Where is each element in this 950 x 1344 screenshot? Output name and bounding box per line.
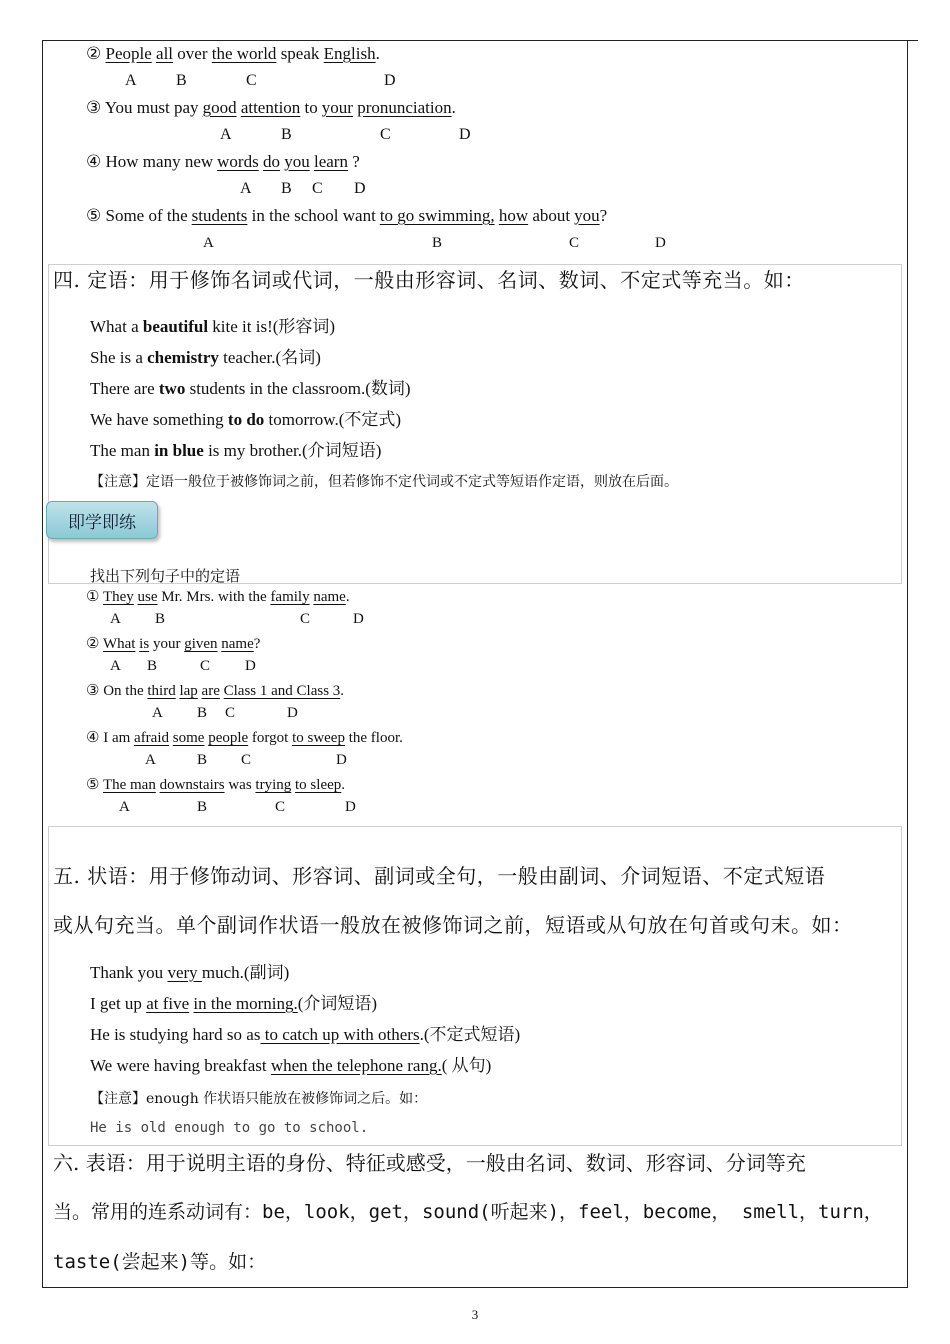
option-d: pronunciation xyxy=(357,98,452,117)
letter-d: D xyxy=(384,72,396,89)
underlined-option: is xyxy=(139,636,150,652)
text: the floor. xyxy=(344,730,403,746)
option-letter: A xyxy=(110,611,121,627)
text: We have something xyxy=(90,410,228,429)
option-letter: C xyxy=(241,752,252,768)
example-sentence xyxy=(90,958,289,983)
option-b: do xyxy=(262,152,280,171)
text: . xyxy=(375,44,380,63)
question-number: ③ xyxy=(86,98,102,117)
text: . xyxy=(340,683,345,699)
underlined-phrase: in the morning. xyxy=(193,994,298,1013)
text: There are xyxy=(90,379,159,398)
option-letter: C xyxy=(200,658,211,674)
option-a: good xyxy=(202,98,237,117)
text: Some of the xyxy=(105,206,188,225)
text: ? xyxy=(352,152,360,171)
text: teacher.(名词) xyxy=(218,348,321,367)
question-5 xyxy=(86,206,607,226)
question-number: ② xyxy=(86,636,103,652)
text: The man xyxy=(90,441,155,460)
underlined-option: given xyxy=(184,636,218,652)
question-number: ⑤ xyxy=(86,206,102,225)
option-letter: B xyxy=(155,611,166,627)
text: . xyxy=(451,98,456,117)
underlined-phrase: to catch up with others xyxy=(260,1025,420,1044)
text: .(不定式短语) xyxy=(419,1025,521,1044)
option-c: you xyxy=(284,152,310,171)
letter-b: B xyxy=(281,126,292,143)
option-d: learn xyxy=(313,152,348,171)
example-sentence xyxy=(90,343,321,368)
option-d: you xyxy=(574,206,600,225)
underlined-option: some xyxy=(172,730,205,746)
underlined-option: use xyxy=(137,589,158,605)
option-b: all xyxy=(156,44,174,63)
text: kite it is!(形容词) xyxy=(208,317,336,336)
practice-question xyxy=(86,728,403,747)
option-a: People xyxy=(105,44,152,63)
example-sentence xyxy=(90,436,381,461)
text: You must pay xyxy=(104,98,199,117)
text: We were having breakfast xyxy=(90,1056,271,1075)
letter-a: A xyxy=(125,72,137,89)
text: What a xyxy=(90,317,143,336)
example-sentence xyxy=(90,1020,520,1045)
practice-question xyxy=(86,775,345,794)
highlight: beautiful xyxy=(142,317,209,336)
question-number: ④ xyxy=(86,730,104,746)
text: . xyxy=(345,589,350,605)
text: about xyxy=(532,206,571,225)
question-number: ③ xyxy=(86,683,104,699)
practice-button[interactable]: 即学即练 xyxy=(46,501,158,539)
underlined-option: Class 1 and Class 3 xyxy=(223,683,341,699)
example-sentence xyxy=(90,1051,491,1076)
question-number: ⑤ xyxy=(86,777,103,793)
text: in the school want xyxy=(251,206,376,225)
option-a: students xyxy=(191,206,248,225)
question-3 xyxy=(86,98,456,118)
underlined-option: What xyxy=(102,636,136,652)
text: speak xyxy=(280,44,320,63)
question-number: ② xyxy=(86,44,102,63)
text: tomorrow.(不定式) xyxy=(264,410,402,429)
underlined-option: The man xyxy=(102,777,156,793)
text: to xyxy=(304,98,318,117)
underlined-option: afraid xyxy=(134,730,170,746)
text: much.(副词) xyxy=(201,963,290,982)
letter-a: A xyxy=(203,235,214,251)
section-6-line3: taste(尝起来)等。如： xyxy=(53,1251,267,1273)
text: On the xyxy=(103,683,148,699)
highlight: to do xyxy=(227,410,265,429)
text: I get up xyxy=(90,994,147,1013)
option-letter: C xyxy=(275,799,286,815)
section-4-title: 四. 定语：用于修饰名词或代词，一般由形容词、名词、数词、不定式等充当。如： xyxy=(53,268,805,292)
option-c: your xyxy=(321,98,353,117)
text: ? xyxy=(253,636,261,652)
underlined-option: to sleep xyxy=(295,777,342,793)
section-6-line1: 六. 表语：用于说明主语的身份、特征或感受，一般由名词、数词、形容词、分词等充 xyxy=(53,1151,806,1175)
option-letter: B xyxy=(197,705,208,721)
section-5-note-example: He is old enough to go to school. xyxy=(90,1120,369,1136)
option-letter: B xyxy=(147,658,158,674)
option-letter: A xyxy=(110,658,121,674)
letter-c: C xyxy=(569,235,580,251)
underlined-option: family xyxy=(270,589,310,605)
practice-question xyxy=(86,634,260,653)
text: (介词短语) xyxy=(297,994,378,1013)
section-4-note: 【注意】定语一般位于被修饰词之前，但若修饰不定代词或不定式等短语作定语，则放在后面。 xyxy=(90,474,678,490)
option-letter: C xyxy=(225,705,236,721)
text: ? xyxy=(599,206,608,225)
letter-c: C xyxy=(246,72,257,89)
text: ( 从句) xyxy=(441,1056,492,1075)
highlight: in blue xyxy=(154,441,204,460)
text: She is a xyxy=(90,348,148,367)
underlined-option: name xyxy=(313,589,346,605)
option-letter: B xyxy=(197,752,208,768)
text: students in the classroom.(数词) xyxy=(185,379,411,398)
highlight: chemistry xyxy=(147,348,219,367)
example-sentence xyxy=(90,374,411,399)
question-number: ① xyxy=(86,589,103,605)
question-4 xyxy=(86,152,360,172)
text: I am xyxy=(103,730,135,746)
text: Mr. Mrs. with the xyxy=(157,589,271,605)
section-5-title-line2: 或从句充当。单个副词作状语一般放在被修饰词之前，短语或从句放在句首或句末。如： xyxy=(53,913,853,937)
question-2 xyxy=(86,44,380,64)
option-letter: D xyxy=(336,752,347,768)
underlined-option: to sweep xyxy=(292,730,345,746)
option-d: English xyxy=(323,44,376,63)
option-b: attention xyxy=(240,98,301,117)
letter-c: C xyxy=(380,126,391,143)
letter-b: B xyxy=(281,180,292,197)
section-6-line2: 当。常用的连系动词有：be，look，get，sound(听起来)，feel，become， smell，turn， xyxy=(53,1201,883,1223)
underlined-phrase: very xyxy=(167,963,202,982)
example-sentence xyxy=(90,312,335,337)
option-c: how xyxy=(498,206,529,225)
text: over xyxy=(177,44,208,63)
letter-d: D xyxy=(354,180,366,197)
letter-b: B xyxy=(432,235,443,251)
text: your xyxy=(149,636,185,652)
text: . xyxy=(341,777,346,793)
text: forgot xyxy=(248,730,293,746)
option-letter: C xyxy=(300,611,311,627)
underlined-option: are xyxy=(201,683,220,699)
underlined-option: trying xyxy=(255,777,292,793)
practice-question xyxy=(86,587,350,606)
letter-d: D xyxy=(655,235,666,251)
text: Thank you xyxy=(90,963,168,982)
underlined-option: people xyxy=(208,730,249,746)
option-letter: D xyxy=(245,658,256,674)
option-letter: A xyxy=(119,799,130,815)
text: is my brother.(介词短语) xyxy=(203,441,382,460)
example-sentence xyxy=(90,989,377,1014)
text: How many new xyxy=(105,152,214,171)
underlined-phrase: at five xyxy=(146,994,190,1013)
letter-d: D xyxy=(459,126,471,143)
option-letter: D xyxy=(345,799,356,815)
option-letter: A xyxy=(145,752,156,768)
option-c: the world xyxy=(211,44,277,63)
option-letter: D xyxy=(287,705,298,721)
letter-a: A xyxy=(240,180,252,197)
highlight: two xyxy=(158,379,186,398)
practice-prompt: 找出下列句子中的定语 xyxy=(90,567,241,585)
page-number: 3 xyxy=(471,1307,479,1322)
letter-c: C xyxy=(312,180,323,197)
letter-b: B xyxy=(176,72,187,89)
example-sentence xyxy=(90,405,401,430)
option-a: words xyxy=(217,152,259,171)
underlined-option: third xyxy=(147,683,176,699)
question-number: ④ xyxy=(86,152,102,171)
option-letter: D xyxy=(353,611,364,627)
underlined-option: downstairs xyxy=(159,777,225,793)
underlined-option: They xyxy=(102,589,134,605)
text: He is studying hard so as xyxy=(90,1025,261,1044)
underlined-phrase: when the telephone rang. xyxy=(270,1056,442,1075)
option-letter: A xyxy=(152,705,163,721)
option-letter: B xyxy=(197,799,208,815)
section-5-title-line1: 五. 状语：用于修饰动词、形容词、副词或全句，一般由副词、介词短语、不定式短语 xyxy=(53,864,826,888)
option-b: to go swimming, xyxy=(379,206,495,225)
underlined-option: lap xyxy=(179,683,198,699)
section-5-note: 【注意】enough 作状语只能放在被修饰词之后。如： xyxy=(90,1091,428,1107)
underlined-option: name xyxy=(221,636,254,652)
letter-a: A xyxy=(220,126,232,143)
practice-question xyxy=(86,681,344,700)
text: was xyxy=(224,777,256,793)
